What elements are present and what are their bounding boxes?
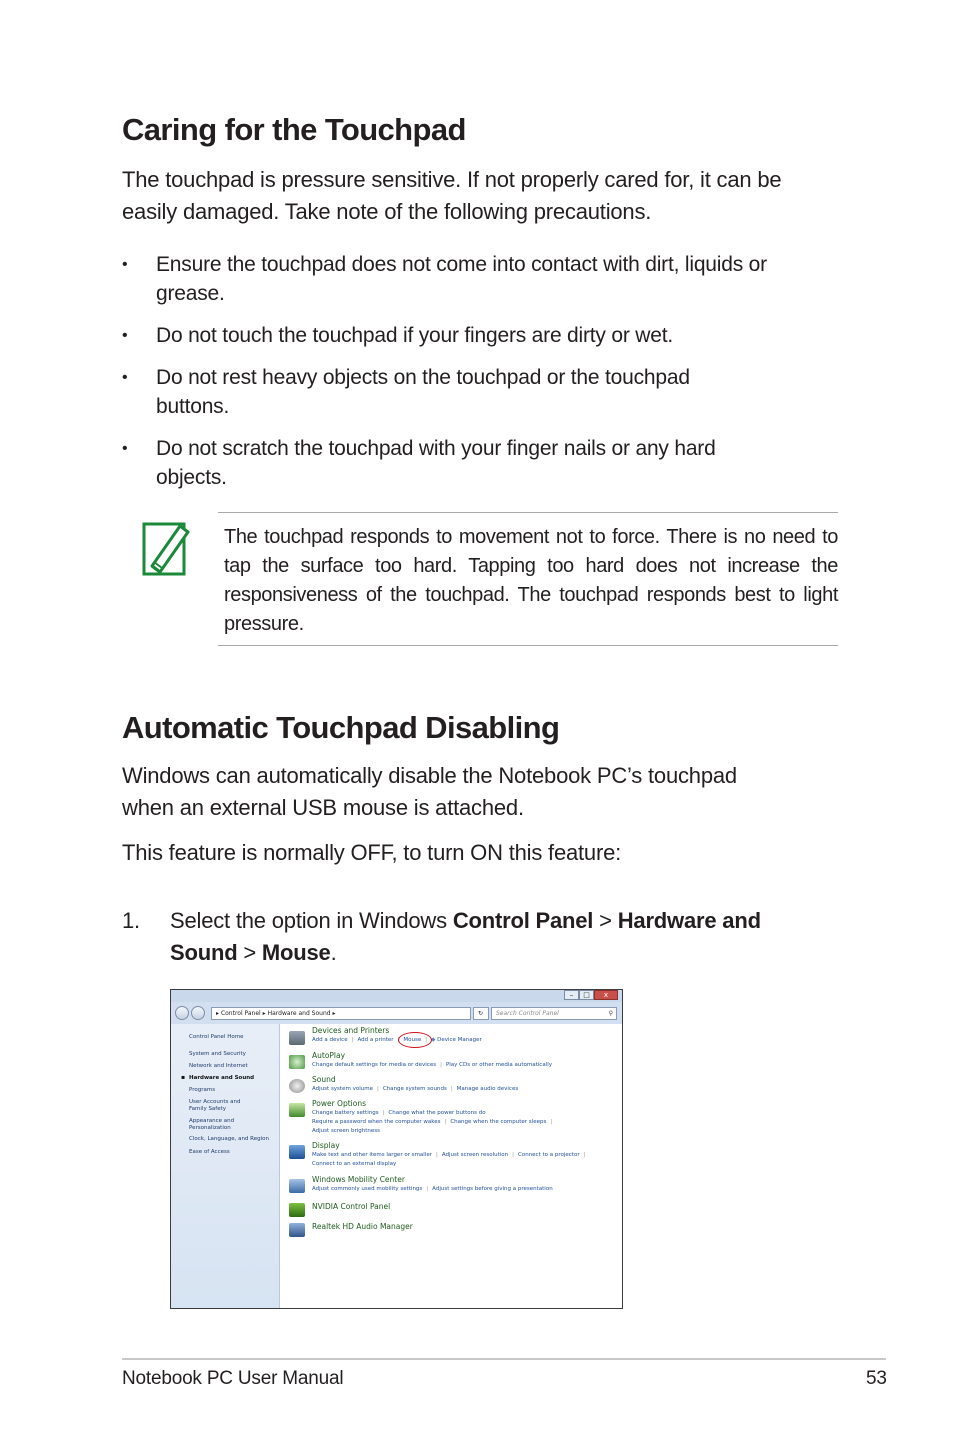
category-links — [312, 1085, 518, 1093]
link-separator: | — [376, 1086, 379, 1092]
link-autoplay-defaults[interactable]: Change default settings for media or devices — [312, 1062, 437, 1068]
link-play-cds[interactable]: Play CDs or other media automatically — [445, 1062, 553, 1068]
step-sep: > — [593, 908, 618, 933]
note-box — [218, 512, 838, 646]
address-bar-row — [171, 1002, 622, 1024]
nav-system-security[interactable]: System and Security — [189, 1051, 246, 1057]
link-device-manager[interactable]: Device Manager — [437, 1037, 482, 1043]
control-panel-screenshot — [170, 989, 623, 1309]
category-power-options[interactable]: Power Options — [312, 1099, 366, 1108]
intro-line: Windows can automatically disable the Notebook PC’s touchpad — [122, 763, 737, 788]
address-input[interactable] — [211, 1007, 471, 1020]
link-text-size[interactable]: Make text and other items larger or smaller — [312, 1152, 432, 1158]
precautions-list — [122, 250, 862, 505]
category-autoplay[interactable]: AutoPlay — [312, 1051, 346, 1060]
category-links — [312, 1109, 556, 1135]
bullet-icon: • — [122, 327, 128, 344]
link-separator: | — [397, 1037, 400, 1043]
category-links — [312, 1036, 482, 1044]
category-nvidia[interactable]: NVIDIA Control Panel — [312, 1202, 391, 1211]
category-links — [312, 1185, 553, 1193]
search-input[interactable] — [491, 1007, 617, 1020]
minimize-button[interactable]: – — [564, 990, 579, 1000]
intro-line: easily damaged. Take note of the following precautions. — [122, 199, 652, 224]
window-titlebar — [171, 990, 622, 1002]
bullet-text: objects. — [156, 466, 227, 489]
close-button[interactable]: x — [594, 990, 618, 1000]
bullet-text: Do not touch the touchpad if your fingers are dirty or wet. — [156, 324, 673, 347]
nav-user-accounts[interactable]: User Accounts and Family Safety — [189, 1099, 241, 1112]
chevron-right-icon: ▸ — [216, 1010, 220, 1017]
display-icon — [289, 1145, 305, 1159]
maximize-button[interactable]: □ — [579, 990, 594, 1000]
intro-line: The touchpad is pressure sensitive. If not properly cared for, it can be — [122, 167, 782, 192]
link-brightness[interactable]: Adjust screen brightness — [312, 1128, 380, 1134]
link-separator: | — [444, 1119, 447, 1125]
link-audio-devices[interactable]: Manage audio devices — [456, 1086, 519, 1092]
search-icon: ⚲ — [608, 1010, 613, 1017]
intro-paragraph — [122, 164, 862, 228]
printer-icon — [289, 1031, 305, 1045]
step-text — [170, 905, 860, 969]
link-separator: | — [440, 1062, 442, 1068]
power-icon — [289, 1103, 305, 1117]
bullet-icon: • — [122, 440, 128, 457]
bullet-icon: • — [122, 369, 128, 386]
link-power-buttons[interactable]: Change what the power buttons do — [388, 1110, 486, 1116]
realtek-icon — [289, 1223, 305, 1237]
step-number: 1. — [122, 908, 140, 933]
mobility-center-icon — [289, 1179, 305, 1193]
forward-icon[interactable] — [191, 1006, 205, 1020]
breadcrumb-hardware-sound[interactable]: Hardware and Sound — [267, 1010, 331, 1017]
nav-network-internet[interactable]: Network and Internet — [189, 1063, 248, 1069]
category-sound[interactable]: Sound — [312, 1075, 336, 1084]
category-realtek[interactable]: Realtek HD Audio Manager — [312, 1222, 413, 1231]
mouse-highlight-circle — [398, 1032, 432, 1048]
category-devices-printers[interactable]: Devices and Printers — [312, 1026, 390, 1035]
hardware-sound-label: Hardware and — [617, 908, 761, 933]
note-icon — [140, 518, 192, 578]
link-separator: | — [512, 1152, 514, 1158]
link-separator: | — [382, 1110, 385, 1116]
link-projector[interactable]: Connect to a projector — [518, 1152, 580, 1158]
chevron-right-icon: ▸ — [332, 1010, 336, 1017]
category-pane — [280, 1024, 622, 1308]
bullet-text: Ensure the touchpad does not come into contact with dirt, liquids or — [156, 253, 767, 276]
link-battery[interactable]: Change battery settings — [312, 1110, 379, 1116]
nvidia-icon — [289, 1203, 305, 1217]
autoplay-icon — [289, 1055, 305, 1069]
section-title-caring: Caring for the Touchpad — [122, 112, 466, 147]
nav-programs[interactable]: Programs — [189, 1087, 216, 1093]
footer-divider — [122, 1358, 886, 1360]
category-links — [312, 1061, 552, 1069]
nav-hardware-sound[interactable]: Hardware and Sound — [189, 1075, 255, 1081]
category-links — [312, 1151, 589, 1168]
section2-intro — [122, 760, 862, 824]
link-add-printer[interactable]: Add a printer — [357, 1037, 394, 1043]
bullet-text: buttons. — [156, 395, 230, 418]
link-separator: | — [425, 1037, 428, 1043]
list-item — [122, 250, 862, 308]
shield-icon: ◆ — [431, 1037, 438, 1043]
intro-line: when an external USB mouse is attached. — [122, 795, 524, 820]
bullet-text: Do not scratch the touchpad with your finger nails or any hard — [156, 437, 716, 460]
link-separator: | — [583, 1152, 586, 1158]
back-icon[interactable] — [175, 1006, 189, 1020]
page-number: 53 — [866, 1368, 887, 1389]
footer-manual-title: Notebook PC User Manual — [122, 1368, 344, 1389]
step-sep: > — [237, 940, 262, 965]
step-text-part: Select the option in Windows — [170, 908, 453, 933]
bullet-text: Do not rest heavy objects on the touchpad or the touchpad — [156, 366, 690, 389]
link-add-device[interactable]: Add a device — [312, 1037, 348, 1043]
refresh-icon[interactable]: ↻ — [473, 1007, 489, 1020]
speaker-icon — [289, 1079, 305, 1093]
link-separator: | — [351, 1037, 354, 1043]
bullet-text: grease. — [156, 282, 225, 305]
step-end: . — [330, 940, 337, 965]
link-external-display[interactable]: Connect to an external display — [312, 1161, 397, 1167]
nav-appearance[interactable]: Appearance and Personalization — [189, 1118, 235, 1131]
link-separator: | — [550, 1119, 553, 1125]
feature-note: This feature is normally OFF, to turn ON this feature: — [122, 840, 622, 865]
nav-ease-access[interactable]: Ease of Access — [189, 1149, 230, 1155]
search-placeholder: Search Control Panel — [496, 1010, 559, 1017]
link-sleep[interactable]: Change when the computer sleeps — [450, 1119, 547, 1125]
list-item — [122, 321, 862, 350]
breadcrumb-control-panel[interactable]: Control Panel — [220, 1010, 261, 1017]
mouse-label: Mouse — [261, 940, 331, 965]
category-display[interactable]: Display — [312, 1141, 340, 1150]
list-item — [122, 434, 862, 492]
category-mobility-center[interactable]: Windows Mobility Center — [312, 1175, 405, 1184]
link-presentation[interactable]: Adjust settings before giving a presentation — [432, 1186, 553, 1192]
nav-clock-language[interactable]: Clock, Language, and Region — [189, 1136, 270, 1142]
chevron-right-icon: ▸ — [262, 1010, 266, 1017]
bullet-icon: • — [122, 256, 128, 273]
nav-control-panel-home[interactable]: Control Panel Home — [189, 1034, 244, 1040]
note-text: The touchpad responds to movement not to force. There is no need to tap the surface too hard. Tapping too hard does not increase the responsiveness of the touchpad. The touchpad responds best to light pressure. — [224, 526, 838, 635]
link-separator: | — [426, 1186, 429, 1192]
link-separator: | — [436, 1152, 438, 1158]
link-separator: | — [450, 1086, 453, 1092]
control-panel-label: Control Panel — [452, 908, 594, 933]
link-require-password[interactable]: Require a password when the computer wakes — [312, 1119, 441, 1125]
active-bullet-icon: ▪ — [181, 1074, 186, 1081]
section-title-disabling: Automatic Touchpad Disabling — [122, 710, 560, 745]
link-mobility-settings[interactable]: Adjust commonly used mobility settings — [312, 1186, 423, 1192]
link-adjust-volume[interactable]: Adjust system volume — [312, 1086, 373, 1092]
link-mouse[interactable]: Mouse — [403, 1037, 422, 1043]
left-nav-pane — [171, 1024, 280, 1308]
link-resolution[interactable]: Adjust screen resolution — [441, 1152, 509, 1158]
hardware-sound-label: Sound — [170, 940, 238, 965]
link-system-sounds[interactable]: Change system sounds — [382, 1086, 447, 1092]
list-item — [122, 363, 862, 421]
